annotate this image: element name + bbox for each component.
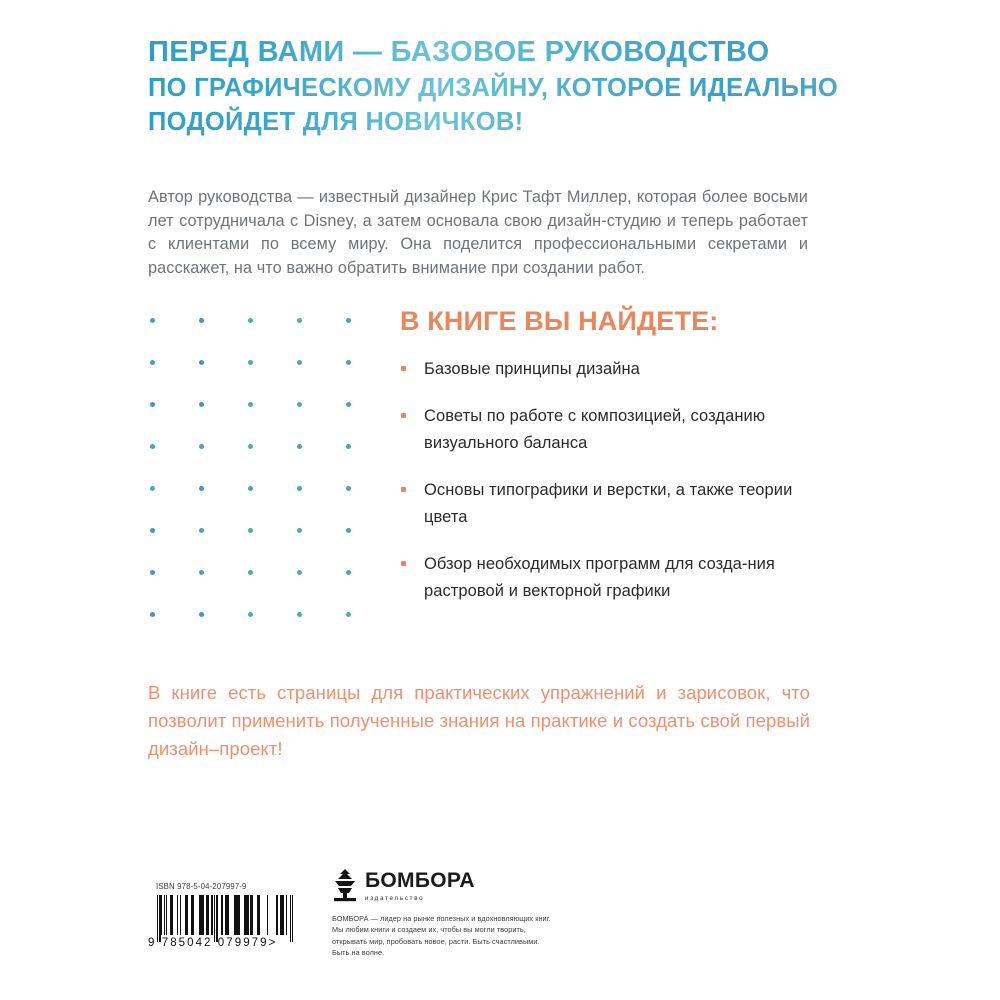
grid-dot [248,360,253,365]
grid-dot [199,444,204,449]
contents-section [400,304,830,605]
list-item-label: Базовые принципы дизайна [424,360,640,378]
headline-line-2: ПО ГРАФИЧЕСКОМУ ДИЗАЙНУ, КОТОРОЕ ИДЕАЛЬНО [148,71,838,105]
grid-dot [150,402,155,407]
grid-dot [346,318,351,323]
grid-dot [199,486,204,491]
grid-dot [297,486,302,491]
grid-dot [346,570,351,575]
bullet-icon [401,487,406,492]
grid-dot [150,444,155,449]
grid-dot [199,612,204,617]
grid-dot [346,360,351,365]
list-item [400,403,830,457]
grid-dot [199,318,204,323]
barcode-digits [148,937,324,949]
contents-list [400,356,830,605]
barcode-bars [156,895,314,939]
grid-dot [297,570,302,575]
publisher-names [365,868,475,904]
grid-dot [297,318,302,323]
grid-dot [248,570,253,575]
bullet-icon [401,413,406,418]
outro-paragraph: В книге есть страницы для практических упражнений и зарисовок, что позволит применить полученные знания на практике и создать свой первый дизайн–проект! [148,681,810,759]
grid-dot [150,318,155,323]
dot-grid-decoration [150,318,395,654]
footer [0,860,1000,1000]
bombora-tree-logo-icon [332,868,358,902]
grid-dot [248,528,253,533]
grid-dot [297,444,302,449]
grid-dot [150,570,155,575]
publisher-name: БОМБОРА [365,869,475,892]
bullet-icon [401,366,406,371]
isbn-text: ISBN 978-5-04-207997-9 [156,882,247,891]
list-item [400,477,830,531]
list-item-label: Обзор необходимых программ для созда-ния растровой и векторной графики [424,555,775,600]
grid-dot [346,444,351,449]
list-item-label: Основы типографики и верстки, а также теории цвета [424,481,793,526]
grid-dot [346,612,351,617]
grid-dot [248,402,253,407]
grid-dot [346,486,351,491]
list-item-label: Советы по работе с композицией, созданию визуального баланса [424,407,766,452]
headline-line-1: ПЕРЕД ВАМИ — БАЗОВОЕ РУКОВОДСТВО [148,34,838,71]
grid-dot [150,612,155,617]
grid-dot [297,612,302,617]
bullet-icon [401,561,406,566]
grid-dot [150,360,155,365]
contents-title: В КНИГЕ ВЫ НАЙДЕТЕ: [400,306,719,336]
grid-dot [297,528,302,533]
grid-dot [248,318,253,323]
grid-dot [346,402,351,407]
grid-dot [248,444,253,449]
list-item [400,551,830,605]
publisher-description: БОМБОРА — лидер на рынке полезных и вдохновляющих книг. Мы любим книги и создаем их, чтобы вы могли творить, открывать мир, пробовать новое, расти. Быть счастливыми. Быть на волне. [332,914,551,958]
isbn-block [148,882,328,949]
publisher-logo-row [332,868,562,904]
grid-dot [150,486,155,491]
grid-dot [248,612,253,617]
grid-dot [199,570,204,575]
barcode-digits-suffix: > [268,937,278,949]
publisher-subtitle: издательство [365,895,425,902]
grid-dot [199,528,204,533]
barcode-digits-value: 9 785042 079979 [148,937,269,949]
grid-dot [346,528,351,533]
grid-dot [297,402,302,407]
list-item [400,356,830,383]
grid-dot [199,360,204,365]
grid-dot [199,402,204,407]
headline-line-3: ПОДОЙДЕТ ДЛЯ НОВИЧКОВ! [148,105,838,139]
publisher-block [332,868,562,959]
grid-dot [150,528,155,533]
grid-dot [248,486,253,491]
intro-paragraph: Автор руководства — известный дизайнер Крис Тафт Миллер, которая более восьми лет сотрудничала с Disney, а затем основала свою дизайн-студию и теперь работает с клиентами по всему миру. Она поделится профессиональными секретами и расскажет, на что важно обратить внимание при создании работ. [148,188,808,277]
grid-dot [297,360,302,365]
headline [148,34,838,139]
barcode [148,895,314,949]
